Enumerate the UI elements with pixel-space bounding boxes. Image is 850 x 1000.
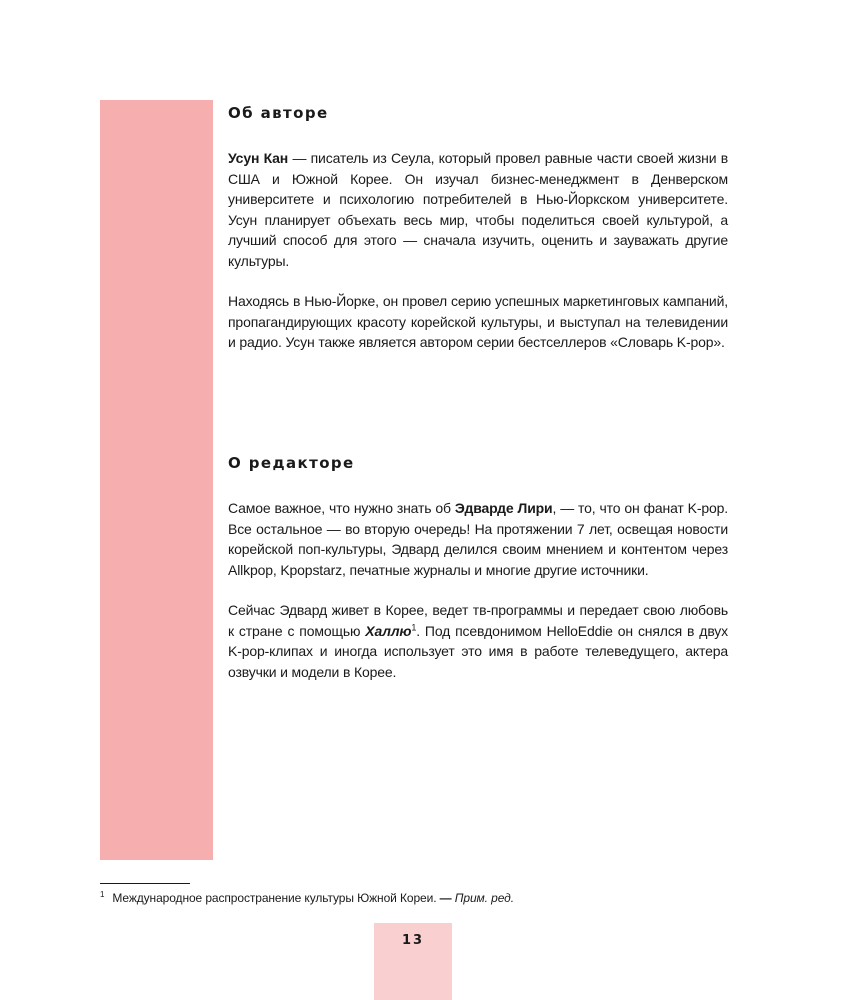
about-author-paragraph-2: Находясь в Нью-Йорке, он провел серию успешных маркетинговых кампаний, пропагандирующих красоту корейской культуры, и выступал на телевидении и радио. Усун также является автором серии бестселлеров «Словарь K-pop».	[228, 293, 728, 350]
about-editor-paragraph-2	[228, 600, 728, 682]
footnote-divider	[100, 883, 190, 884]
footnote-marker: 1	[100, 890, 105, 899]
about-author-paragraph-1	[228, 148, 728, 271]
about-editor-heading: О редакторе	[228, 454, 355, 472]
page-number: 13	[401, 933, 425, 948]
about-editor-paragraph-1	[228, 498, 728, 580]
about-author-section	[228, 104, 728, 373]
about-editor-section	[228, 454, 728, 702]
footnote-editor-note: Прим. ред.	[451, 891, 514, 905]
about-author-heading: Об авторе	[228, 104, 329, 122]
about-editor-paragraph-2-after: . Под псевдонимом HelloEddie он снялся в двух K-pop-клипах и иногда использует это имя в работе телеведущего, актера озвучки и модели в Корее.	[228, 622, 728, 680]
decorative-side-band	[100, 100, 213, 860]
footnote	[100, 887, 514, 906]
about-author-paragraph-1-text: — писатель из Сеула, который провел равные части своей жизни в США и Южной Корее. Он изучал бизнес-менеджмент в Денверском университете и психологию потребителей в Нью-Йоркском университете. Усун планирует объехать весь мир, чтобы поделиться своей культурой, а лучший способ для этого — сначала изучить, оценить и зауважать другие культуры.	[228, 150, 728, 269]
about-editor-paragraph-2-before: Сейчас Эдвард живет в Корее, ведет тв-программы и передает свою любовь к стране с помощью	[228, 602, 728, 639]
hallyu-term: Халлю	[365, 622, 412, 639]
editor-name: Эдварде Лири	[454, 500, 553, 516]
about-editor-paragraph-1-after: , — то, что он фанат K-pop. Все остальное — во вторую очередь! На протяжении 7 лет, освещая новости корейской поп-культуры, Эдвард делился своим мнением и контентом через Allkpop, Kpopstarz, печатные журналы и многие другие источники.	[228, 500, 728, 578]
footnote-dash: —	[439, 891, 452, 905]
author-name: Усун Кан	[228, 150, 289, 166]
footnote-reference[interactable]: 1	[411, 621, 417, 632]
page-number-tab	[374, 923, 452, 1000]
about-editor-paragraph-1-before: Самое важное, что нужно знать об	[228, 500, 455, 516]
footnote-text: Международное распространение культуры Южной Кореи.	[112, 891, 440, 905]
